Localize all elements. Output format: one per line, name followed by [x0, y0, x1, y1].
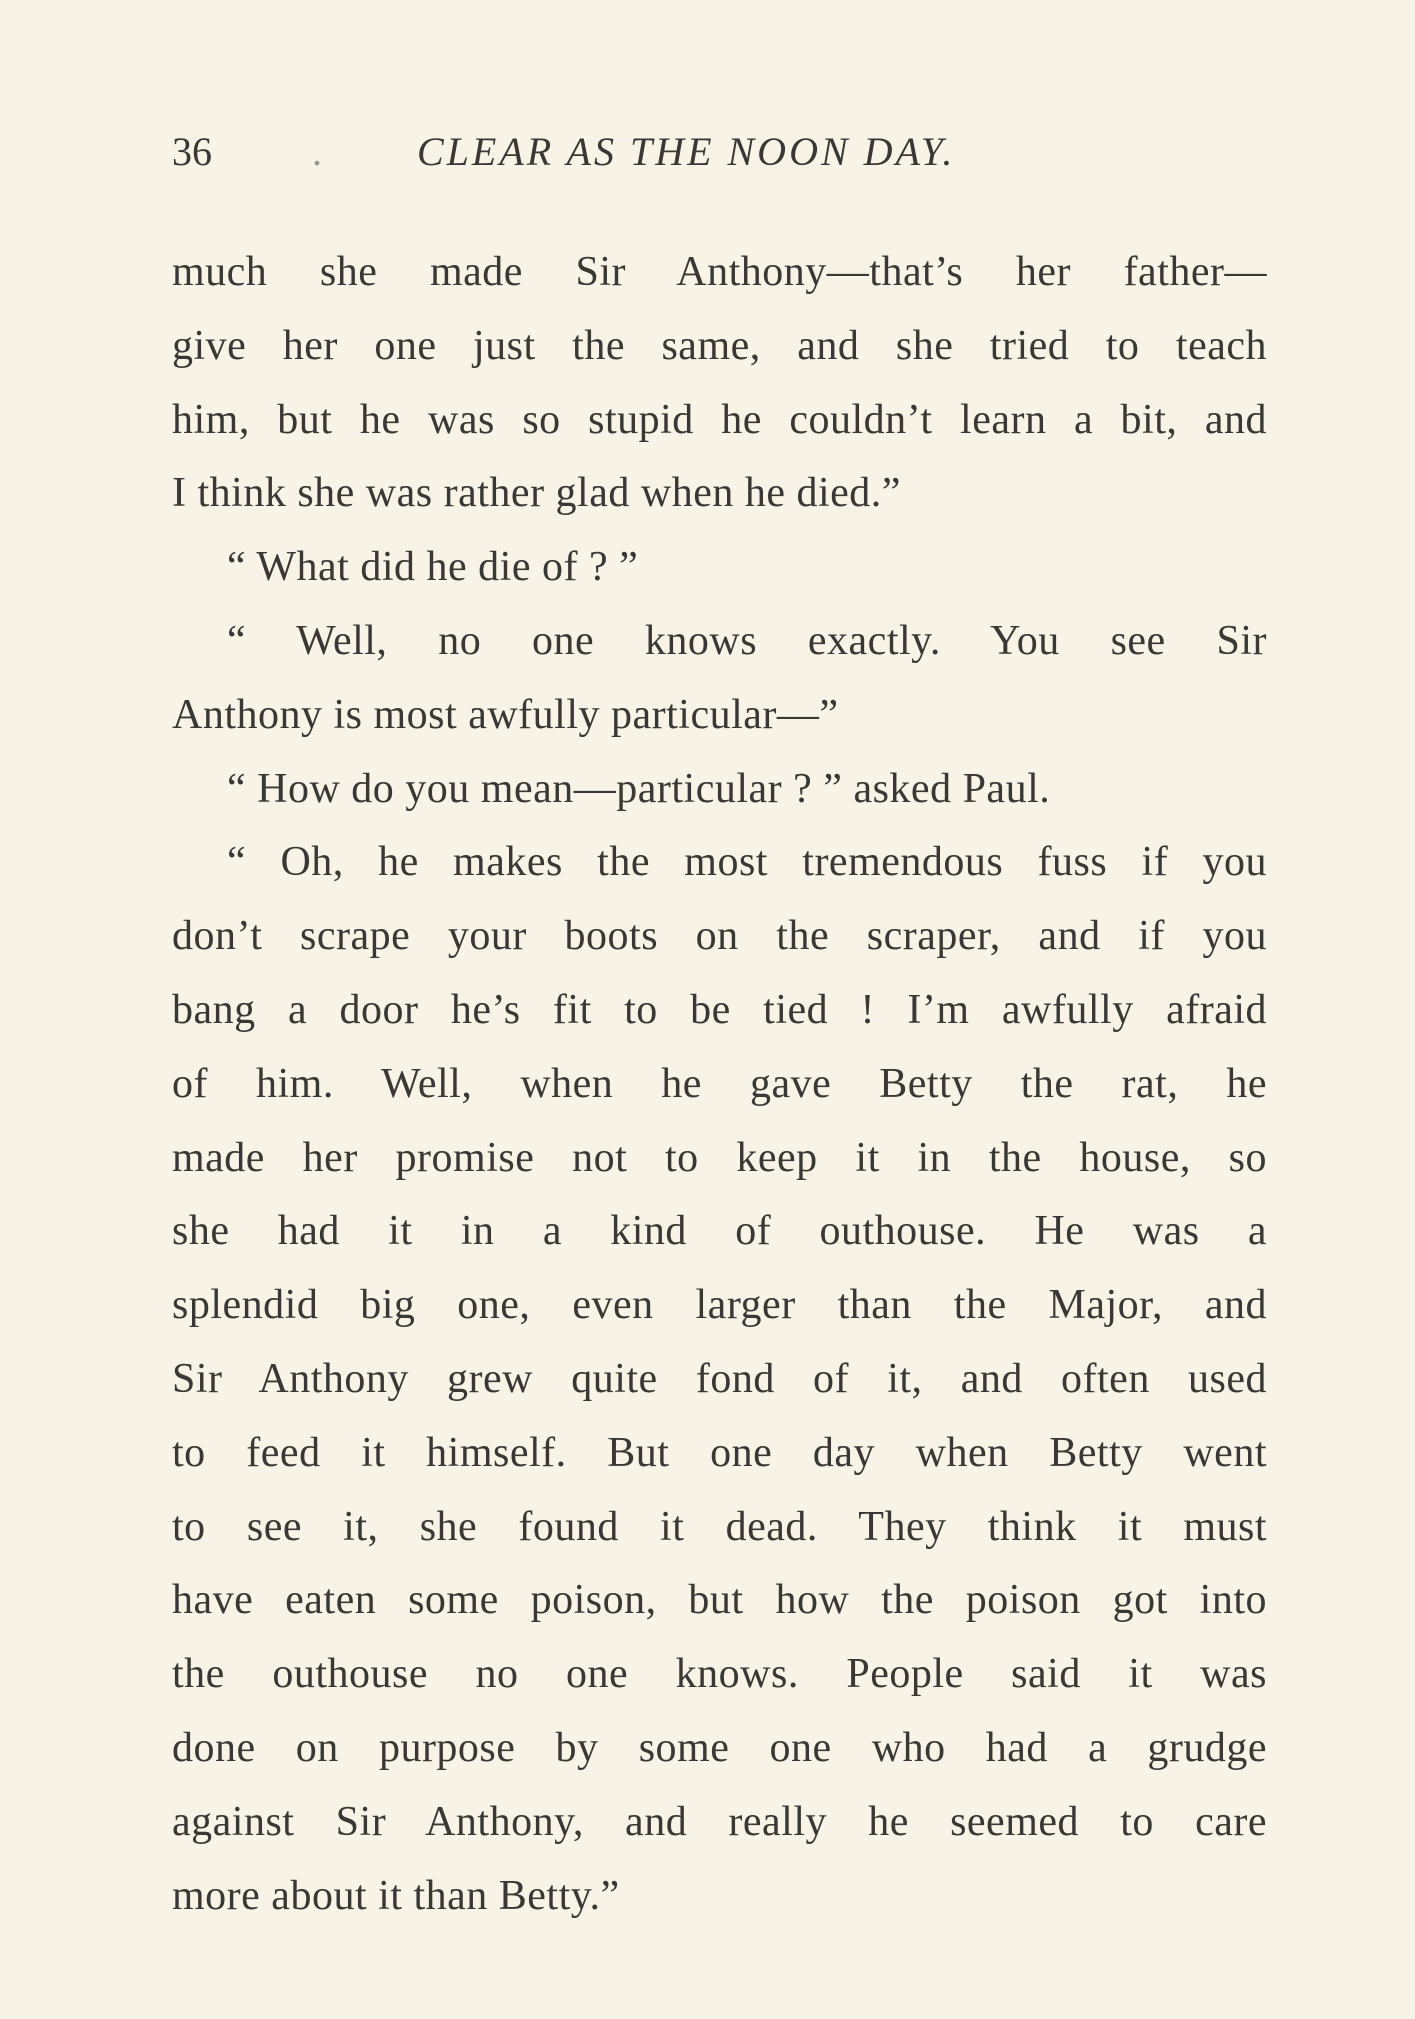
text-line: to see it, she found it dead. They think it must: [172, 1503, 1267, 1550]
text-line: against Sir Anthony, and really he seemed to care: [172, 1798, 1267, 1845]
page-number: 36: [172, 129, 212, 174]
text-line: don’t scrape your boots on the scraper, and if you: [172, 913, 1267, 960]
text-line: “ How do you mean—particular ? ” asked Paul.: [227, 765, 1051, 812]
text-line: give her one just the same, and she tried to teach: [172, 322, 1267, 369]
text-line: much she made Sir Anthony—that’s her father—: [172, 249, 1267, 295]
text-line: splendid big one, even larger than the Major, and: [172, 1282, 1267, 1329]
text-line: made her promise not to keep it in the house, so: [172, 1134, 1267, 1181]
text-line: bang a door he’s fit to be tied ! I’m awfully afraid: [172, 986, 1267, 1033]
text-line: to feed it himself. But one day when Betty went: [172, 1429, 1267, 1476]
text-line: “ Oh, he makes the most tremendous fuss if you: [227, 839, 1267, 886]
text-line: more about it than Betty.”: [172, 1872, 620, 1919]
text-line: “ What did he die of ? ”: [227, 544, 639, 591]
text-line: she had it in a kind of outhouse. He was a: [172, 1208, 1267, 1255]
text-line: Sir Anthony grew quite fond of it, and often used: [172, 1355, 1267, 1402]
text-line: him, but he was so stupid he couldn’t learn a bit, and: [172, 396, 1267, 443]
text-line: of him. Well, when he gave Betty the rat, he: [172, 1060, 1267, 1107]
text-line: “ Well, no one knows exactly. You see Sir: [227, 617, 1267, 664]
running-title: CLEAR AS THE NOON DAY.: [417, 129, 956, 174]
text-line: I think she was rather glad when he died.”: [172, 470, 901, 517]
header-dot: .: [312, 129, 322, 174]
text-line: the outhouse no one knows. People said it was: [172, 1651, 1267, 1698]
text-line: Anthony is most awfully particular—”: [172, 691, 839, 738]
body-text: [172, 236, 1267, 1933]
text-line: done on purpose by some one who had a grudge: [172, 1724, 1267, 1771]
text-line: have eaten some poison, but how the poison got into: [172, 1577, 1267, 1624]
running-header: [172, 128, 1272, 188]
